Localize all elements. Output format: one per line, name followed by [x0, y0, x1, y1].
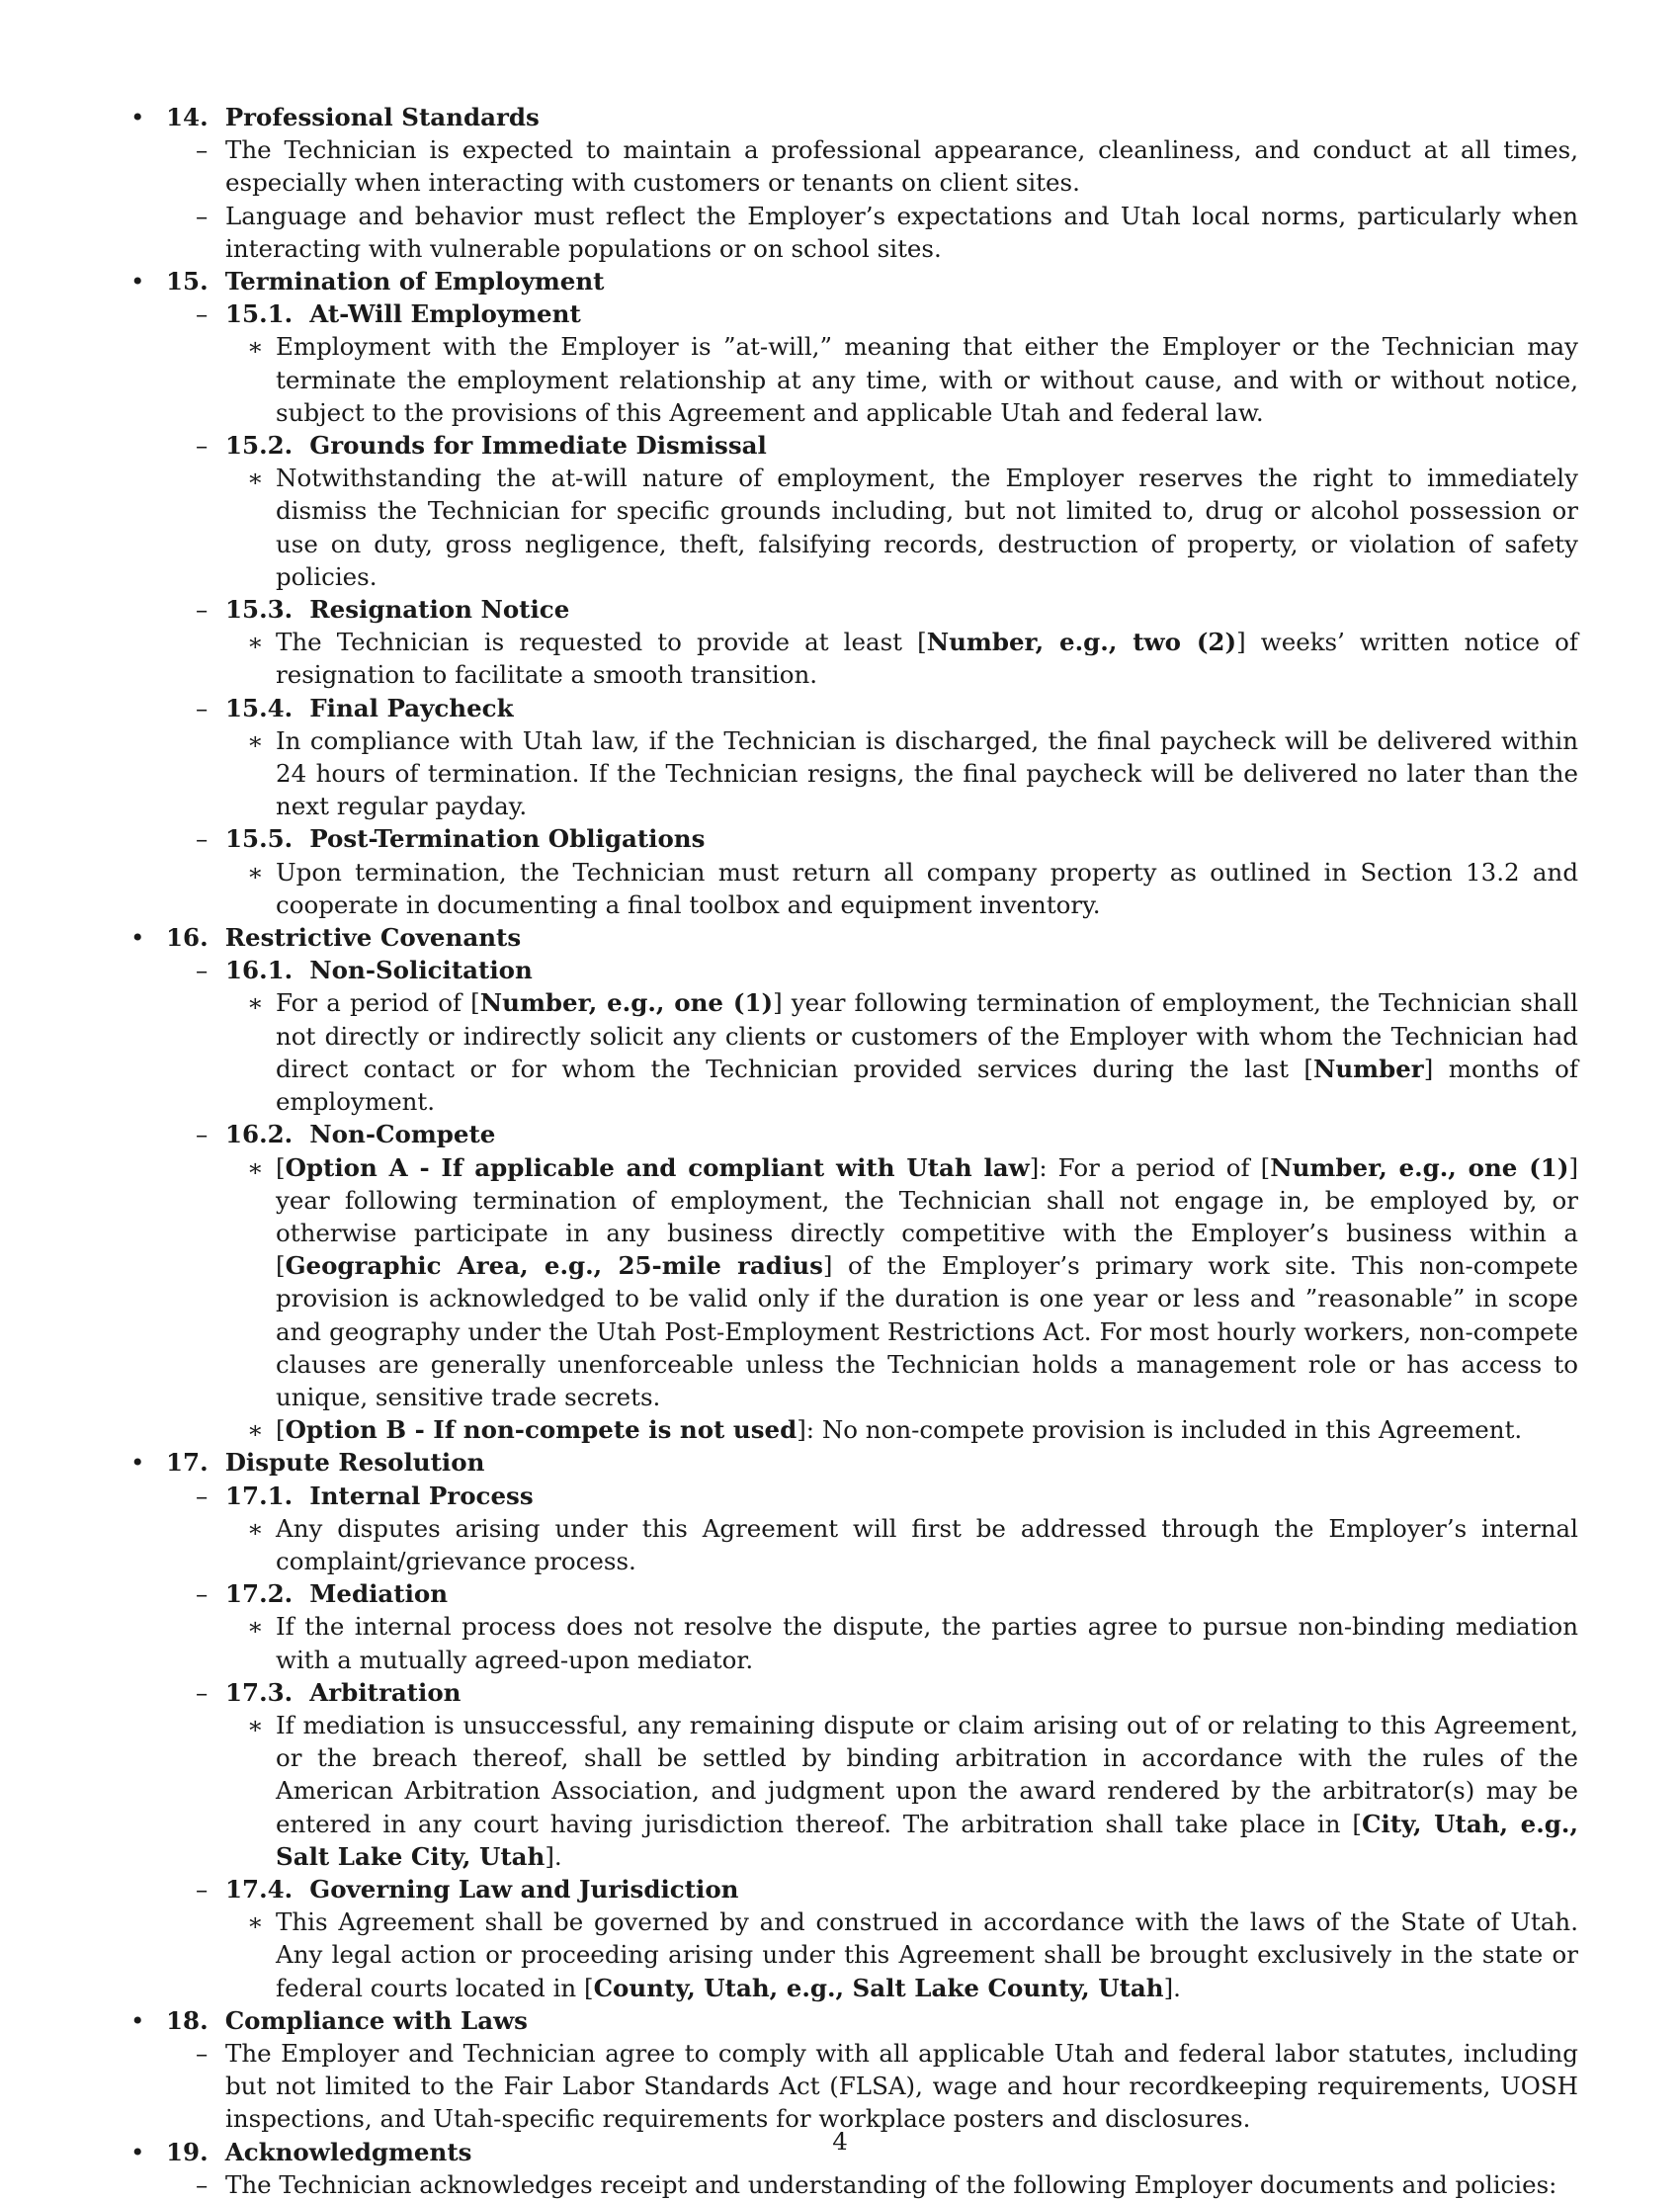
- dash-icon: –: [196, 956, 209, 985]
- list-item: ∗ Employment with the Employer is ”at-will,” meaning that either the Employer or the Technician may terminate the employment relationship at any time, with or without cause, and with or without notice, subject to the provisions of this Agreement and applicable Utah and federal law.: [247, 332, 1578, 427]
- section-heading: 14. Professional Standards: [166, 103, 540, 131]
- section-14: [130, 101, 1578, 133]
- dash-icon: –: [196, 2038, 209, 2068]
- dash-icon: –: [196, 2169, 209, 2199]
- list-item: ∗ Notwithstanding the at-will nature of employment, the Employer reserves the right to immediately dismiss the Technician for specific grounds including, but not limited to, drug or alcohol possession or use on duty, gross negligence, theft, falsifying records, destruction of property, or violation of safety policies.: [247, 464, 1578, 591]
- bullet-icon: •: [130, 103, 145, 131]
- list-item: ∗ Any disputes arising under this Agreement will first be addressed through the Employer’s internal complaint/grievance process.: [247, 1513, 1578, 1575]
- list-item: ∗ Upon termination, the Technician must return all company property as outlined in Section 13.2 and cooperate in documenting a final toolbox and equipment inventory.: [247, 857, 1578, 919]
- dash-icon: –: [196, 135, 209, 165]
- asterisk-icon: ∗: [247, 464, 264, 493]
- subsection-heading: – 17.1. Internal Process: [130, 1480, 1578, 1512]
- subsection-heading: – 15.4. Final Paycheck: [130, 692, 1578, 724]
- subsection-heading: – 16.1. Non-Solicitation: [130, 954, 1578, 986]
- list-item: ∗ This Agreement shall be governed by and construed in accordance with the laws of the State of Utah. Any legal action or proceeding arising under this Agreement shall be brought exclusively in the state or federal courts located in [County, Utah, e.g., Salt Lake County, Utah].: [247, 1907, 1578, 2002]
- list-item: ∗ The Technician is requested to provide at least [Number, e.g., two (2)] weeks’ written notice of resignation to facilitate a smooth transition.: [247, 628, 1578, 690]
- page-number: 4: [832, 2127, 848, 2156]
- dash-icon: –: [196, 824, 209, 854]
- subsection-heading: – 15.1. At-Will Employment: [130, 297, 1578, 330]
- asterisk-icon: ∗: [247, 1513, 264, 1543]
- subsection-heading: – 17.3. Arbitration: [130, 1676, 1578, 1709]
- section-heading: 15. Termination of Employment: [166, 267, 605, 296]
- asterisk-icon: ∗: [247, 988, 264, 1018]
- bullet-icon: •: [130, 1448, 145, 1478]
- agreement-body: [130, 101, 1578, 2201]
- section-16: [130, 921, 1578, 954]
- list-item: – The Technician acknowledges receipt and understanding of the following Employer documents and policies:: [130, 2168, 1578, 2201]
- asterisk-icon: ∗: [247, 332, 264, 362]
- list-item: ∗ [Option A - If applicable and compliant with Utah law]: For a period of [Number, e.g., one (1)] year following termination of employment, the Technician shall not engage in, be employed by, or otherwise participate in any business directly competitive with the Employer’s business within a [Geographic Area, e.g., 25-mile radius] of the Employer’s primary work site. This non-compete provision is acknowledged to be valid only if the duration is one year or less and ”reasonable” in scope and geography under the Utah Post-Employment Restrictions Act. For most hourly workers, non-compete clauses are generally unenforceable unless the Technician holds a management role or has access to unique, sensitive trade secrets.: [247, 1152, 1579, 1411]
- dash-icon: –: [196, 299, 209, 329]
- list-item: ∗ If the internal process does not resolve the dispute, the parties agree to pursue non-binding mediation with a mutually agreed-upon mediator.: [247, 1612, 1578, 1674]
- asterisk-icon: ∗: [247, 1612, 264, 1642]
- subsection-heading: – 17.4. Governing Law and Jurisdiction: [130, 1873, 1578, 1905]
- list-item: – Language and behavior must reflect the Employer’s expectations and Utah local norms, particularly when interacting with vulnerable populations or on school sites.: [196, 201, 1578, 263]
- list-item: – The Employer and Technician agree to comply with all applicable Utah and federal labor statutes, including but not limited to the Fair Labor Standards Act (FLSA), wage and hour recordkeeping requirements, UOSH inspections, and Utah-specific requirements for workplace posters and disclosures.: [196, 2038, 1578, 2134]
- section-15: [130, 265, 1578, 297]
- dash-icon: –: [196, 1874, 209, 1904]
- list-item: ∗ [Option B - If non-compete is not used]: No non-compete provision is included in this Agreement.: [130, 1413, 1578, 1446]
- dash-icon: –: [196, 595, 209, 625]
- dash-icon: –: [196, 1120, 209, 1149]
- list-item: ∗ For a period of [Number, e.g., one (1)] year following termination of employment, the Technician shall not directly or indirectly solicit any clients or customers of the Employer with whom the Technician had direct contact or for whom the Technician provided services during the last [Number] months of employment.: [247, 988, 1579, 1117]
- bullet-icon: •: [130, 267, 145, 296]
- subsection-heading: – 16.2. Non-Compete: [130, 1118, 1578, 1150]
- section-heading: 18. Compliance with Laws: [166, 2005, 528, 2035]
- subsection-heading: – 15.2. Grounds for Immediate Dismissal: [130, 429, 1578, 462]
- list-item: ∗ In compliance with Utah law, if the Technician is discharged, the final paycheck will be delivered within 24 hours of termination. If the Technician resigns, the final paycheck will be delivered no later than the next regular payday.: [247, 725, 1578, 821]
- list-item: – The Technician is expected to maintain a professional appearance, cleanliness, and conduct at all times, especially when interacting with customers or tenants on client sites.: [196, 135, 1578, 198]
- dash-icon: –: [196, 1579, 209, 1609]
- section-heading: 19. Acknowledgments: [166, 2137, 472, 2166]
- dash-icon: –: [196, 201, 209, 230]
- dash-icon: –: [196, 1481, 209, 1510]
- dash-icon: –: [196, 693, 209, 722]
- dash-icon: –: [196, 1677, 209, 1707]
- asterisk-icon: ∗: [247, 1907, 264, 1937]
- section-heading: 16. Restrictive Covenants: [166, 923, 522, 953]
- section-heading: 17. Dispute Resolution: [166, 1448, 485, 1478]
- asterisk-icon: ∗: [247, 1152, 264, 1182]
- bullet-icon: •: [130, 2005, 145, 2035]
- asterisk-icon: ∗: [247, 725, 264, 755]
- asterisk-icon: ∗: [247, 857, 264, 887]
- list-item: ∗ If mediation is unsuccessful, any remaining dispute or claim arising out of or relating to this Agreement, or the breach thereof, shall be settled by binding arbitration in accordance with the rules of the American Arbitration Association, and judgment upon the award rendered by the arbitrator(s) may be entered in any court having jurisdiction thereof. The arbitration shall take place in [City, Utah, e.g., Salt Lake City, Utah].: [247, 1710, 1578, 1871]
- bullet-icon: •: [130, 923, 145, 953]
- asterisk-icon: ∗: [247, 1710, 264, 1739]
- asterisk-icon: ∗: [247, 1415, 264, 1445]
- subsection-heading: – 17.2. Mediation: [130, 1577, 1578, 1610]
- subsection-heading: – 15.3. Resignation Notice: [130, 593, 1578, 626]
- section-17: [130, 1446, 1578, 1479]
- section-18: [130, 2004, 1578, 2037]
- subsection-heading: – 15.5. Post-Termination Obligations: [130, 822, 1578, 855]
- dash-icon: –: [196, 431, 209, 461]
- bullet-icon: •: [130, 2137, 145, 2166]
- asterisk-icon: ∗: [247, 628, 264, 657]
